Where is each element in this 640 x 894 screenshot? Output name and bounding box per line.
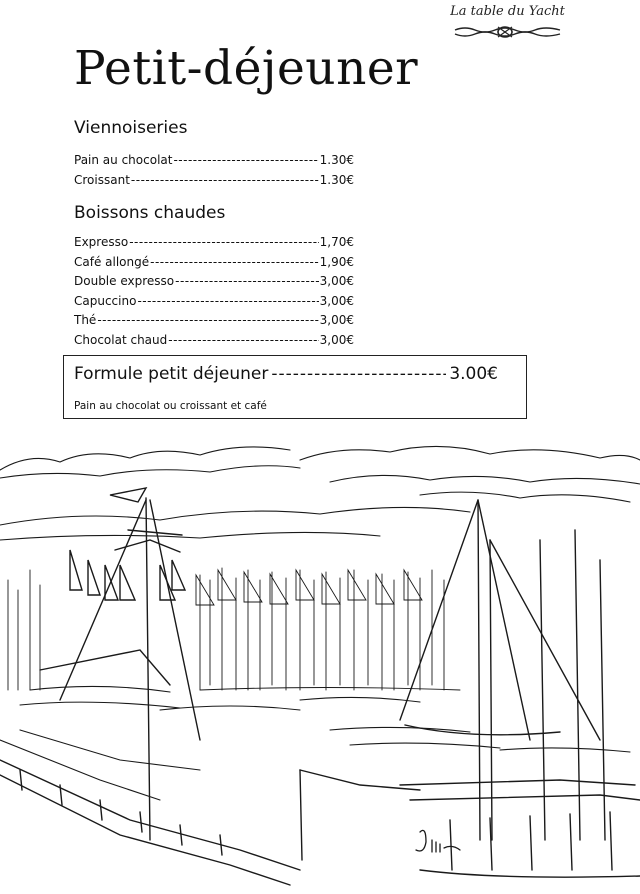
menu-item <box>74 292 354 312</box>
dot-leader <box>173 151 318 171</box>
menu-item <box>74 171 354 191</box>
dot-leader <box>137 292 318 312</box>
dot-leader <box>131 171 319 191</box>
menu-list-viennoiseries <box>74 151 354 190</box>
item-name: Croissant <box>74 172 130 187</box>
menu-item <box>74 331 354 351</box>
sky-clouds <box>0 446 640 540</box>
section-title-viennoiseries: Viennoiseries <box>74 118 188 138</box>
formula-line <box>74 364 498 384</box>
dot-leader <box>129 233 318 253</box>
item-name: Expresso <box>74 235 129 249</box>
dot-leader <box>97 311 318 331</box>
item-price: 3,00€ <box>319 274 354 288</box>
item-price: 1.30€ <box>319 153 354 167</box>
item-price: 3,00€ <box>319 332 354 347</box>
menu-item <box>74 253 354 273</box>
formula-box <box>63 355 527 419</box>
formula-price: 3.00€ <box>449 364 498 384</box>
item-price: 3,00€ <box>319 313 354 327</box>
section-title-boissons-chaudes: Boissons chaudes <box>74 203 226 223</box>
item-name: Chocolat chaud <box>74 332 168 347</box>
dot-leader <box>175 272 319 292</box>
formula-name: Formule petit déjeuner <box>74 364 269 384</box>
menu-item <box>74 272 354 292</box>
item-name: Café allongé <box>74 254 150 269</box>
dot-leader <box>168 331 318 351</box>
item-name: Pain au chocolat <box>74 153 173 167</box>
sailboat-right <box>400 500 605 840</box>
item-name: Capuccino <box>74 293 137 308</box>
item-name: Double expresso <box>74 274 175 288</box>
far-boats-masts <box>8 568 460 690</box>
page-title: Petit-déjeuner <box>74 41 419 96</box>
formula-description: Pain au chocolat ou croissant et café <box>74 400 267 412</box>
dot-leader <box>150 253 319 273</box>
menu-list-boissons-chaudes <box>74 233 354 350</box>
moored-boats <box>0 686 630 800</box>
item-name: Thé <box>74 313 97 327</box>
harbor-sketch-illustration <box>0 440 640 894</box>
item-price: 1.30€ <box>319 172 354 187</box>
item-price: 3,00€ <box>319 293 354 308</box>
menu-item <box>74 233 354 253</box>
dash-leader <box>271 364 446 384</box>
menu-item <box>74 151 354 171</box>
menu-item <box>74 311 354 331</box>
brand-logo <box>450 2 565 40</box>
item-price: 1,90€ <box>319 254 354 269</box>
logo-text: La table du Yacht <box>450 4 565 19</box>
signature <box>416 830 460 852</box>
item-price: 1,70€ <box>319 235 354 249</box>
